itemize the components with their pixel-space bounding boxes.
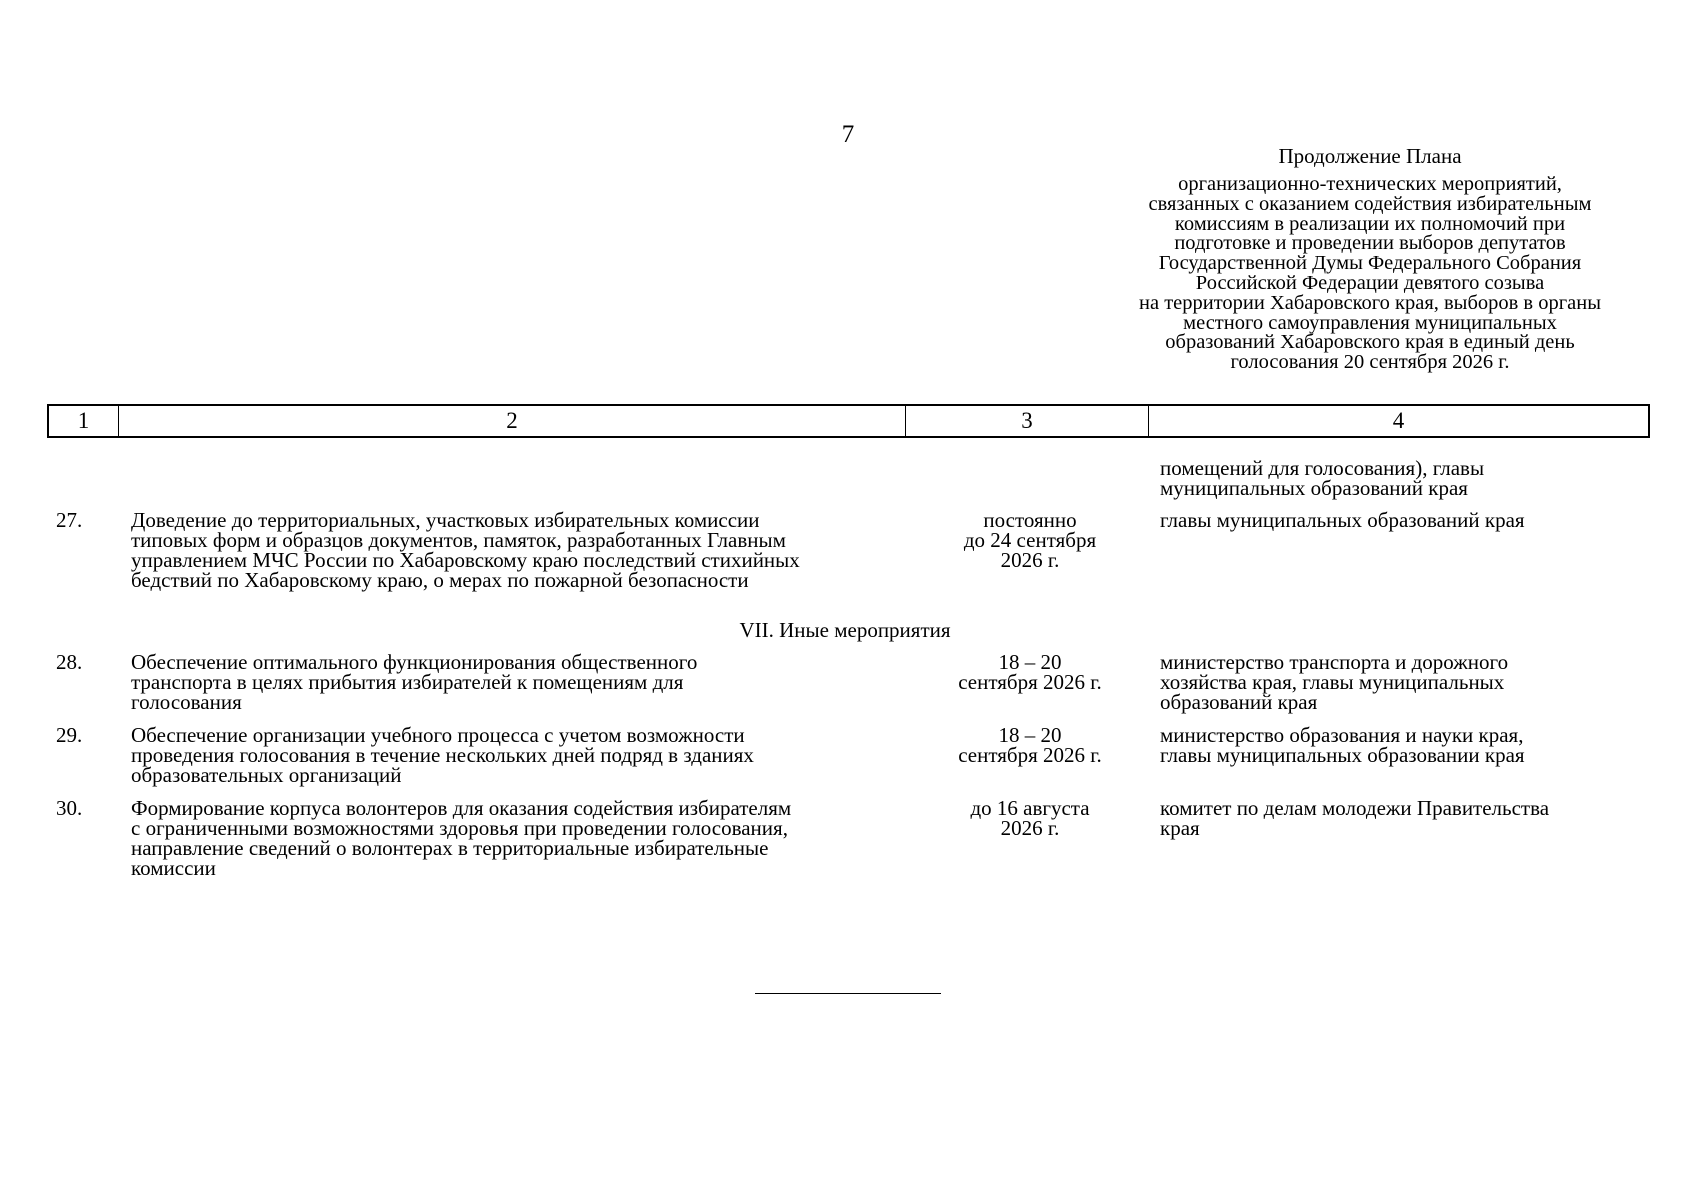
row-description: Доведение до территориальных, участковых избирательных комиссии типовых форм и образцов документов, памяток, разработанных Главным управлением МЧС России по Хабаровскому краю последствий стихийных бедствий по Хабаровскому краю, о мерах по пожарной безопасности — [131, 508, 800, 592]
row-responsible: министерство образования и науки края, главы муниципальных образовании края — [1160, 723, 1525, 767]
document-header — [1090, 145, 1650, 373]
row-description: Обеспечение организации учебного процесса с учетом возможности проведения голосования в течение нескольких дней подряд в зданиях образовательных организаций — [131, 723, 754, 787]
column-header-1: 1 — [49, 406, 119, 436]
column-header-2: 2 — [119, 406, 906, 436]
row-term: до 16 августа 2026 г. — [970, 796, 1090, 840]
row-number: 27. — [56, 508, 83, 532]
header-heading: Продолжение Плана — [1278, 144, 1462, 168]
row-responsible: министерство транспорта и дорожного хозяйства края, главы муниципальных образований края — [1160, 650, 1509, 714]
table-column-header-row — [47, 404, 1650, 438]
document-end-divider — [755, 993, 941, 994]
column-header-3: 3 — [906, 406, 1149, 436]
page-number: 7 — [841, 121, 855, 148]
row-number: 28. — [56, 650, 83, 674]
row-term: постоянно до 24 сентября 2026 г. — [963, 508, 1097, 572]
row-description: Обеспечение оптимального функционирования общественного транспорта в целях прибытия избирателей к помещениям для голосования — [131, 650, 698, 714]
row-term: 18 – 20 сентября 2026 г. — [958, 723, 1102, 767]
row-description: Формирование корпуса волонтеров для оказания содействия избирателям с ограниченными возможностями здоровья при проведении голосования, направление сведений о волонтерах в территориальные избирательные комиссии — [131, 796, 792, 880]
row-responsible: комитет по делам молодежи Правительства края — [1160, 796, 1550, 840]
row-number: 29. — [56, 723, 83, 747]
continuation-responsible: помещений для голосования), главы муниципальных образований края — [1160, 456, 1485, 500]
column-header-4: 4 — [1392, 408, 1405, 433]
row-responsible: главы муниципальных образований края — [1160, 508, 1525, 532]
row-term: 18 – 20 сентября 2026 г. — [958, 650, 1102, 694]
header-subtitle: организационно-технических мероприятий, связанных с оказанием содействия избирательным комиссиям в реализации их полномочий при подготовке и проведении выборов депутатов Государственной Думы Федерального Собрания Российской Федерации девятого созыва на территории Хабаровского края, выборов в органы местного самоуправления муниципальных образований Хабаровского края в единый день голосования 20 сентября 2026 г. — [1139, 173, 1601, 374]
row-number: 30. — [56, 796, 83, 820]
section-title: VII. Иные мероприятия — [739, 618, 951, 642]
